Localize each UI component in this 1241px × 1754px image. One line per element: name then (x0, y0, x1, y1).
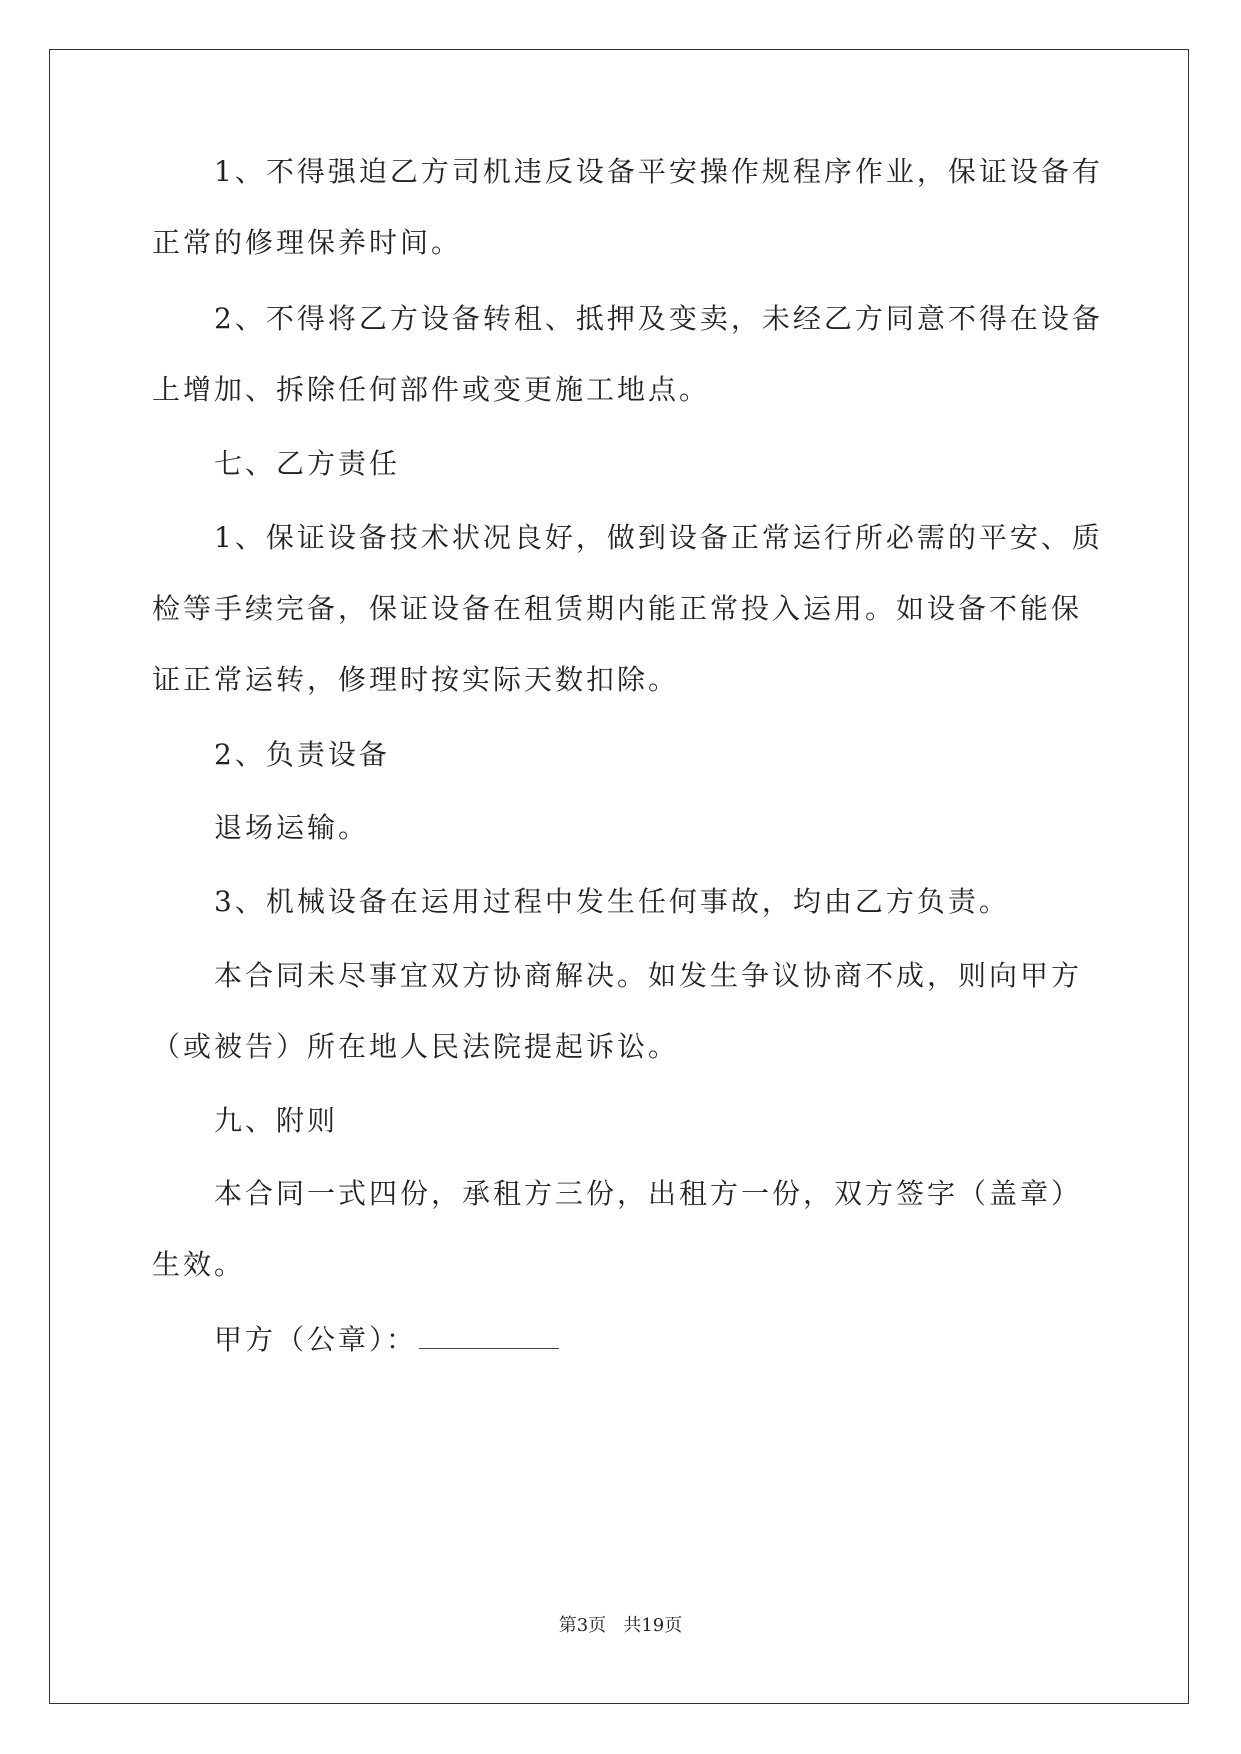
page-number: 第3页 共19页 (558, 1615, 683, 1636)
page-footer (0, 1614, 1241, 1638)
signature-label: 甲方（公章）： (214, 1323, 418, 1356)
paragraph-line: 1、不得强迫乙方司机违反设备平安操作规程序作业，保证设备有 (214, 155, 1103, 188)
paragraph-line: 检等手续完备，保证设备在租赁期内能正常投入运用。如设备不能保 (152, 592, 1083, 625)
paragraph-line: 2、不得将乙方设备转租、抵押及变卖，未经乙方同意不得在设备 (214, 302, 1103, 335)
signature-line (214, 1320, 559, 1360)
paragraph-line: 1、保证设备技术状况良好，做到设备正常运行所必需的平安、质 (214, 521, 1103, 554)
paragraph-line: （或被告）所在地人民法院提起诉讼。 (152, 1030, 680, 1063)
signature-blank (419, 1322, 559, 1349)
paragraph-line: 上增加、拆除任何部件或变更施工地点。 (152, 373, 711, 406)
paragraph-line: 3、机械设备在运用过程中发生任何事故，均由乙方负责。 (214, 885, 1010, 918)
paragraph-line: 2、负责设备 (214, 738, 390, 771)
paragraph-line: 生效。 (152, 1248, 246, 1281)
paragraph-line: 本合同未尽事宜双方协商解决。如发生争议协商不成，则向甲方 (214, 959, 1083, 992)
section-heading: 七、乙方责任 (214, 447, 401, 480)
paragraph-line: 证正常运转，修理时按实际天数扣除。 (152, 663, 680, 696)
page-frame (49, 49, 1189, 1704)
section-heading: 九、附则 (214, 1104, 339, 1137)
paragraph-line: 本合同一式四份，承租方三份，出租方一份，双方签字（盖章） (214, 1177, 1083, 1210)
paragraph-line: 退场运输。 (214, 811, 370, 844)
paragraph-line: 正常的修理保养时间。 (152, 226, 463, 259)
